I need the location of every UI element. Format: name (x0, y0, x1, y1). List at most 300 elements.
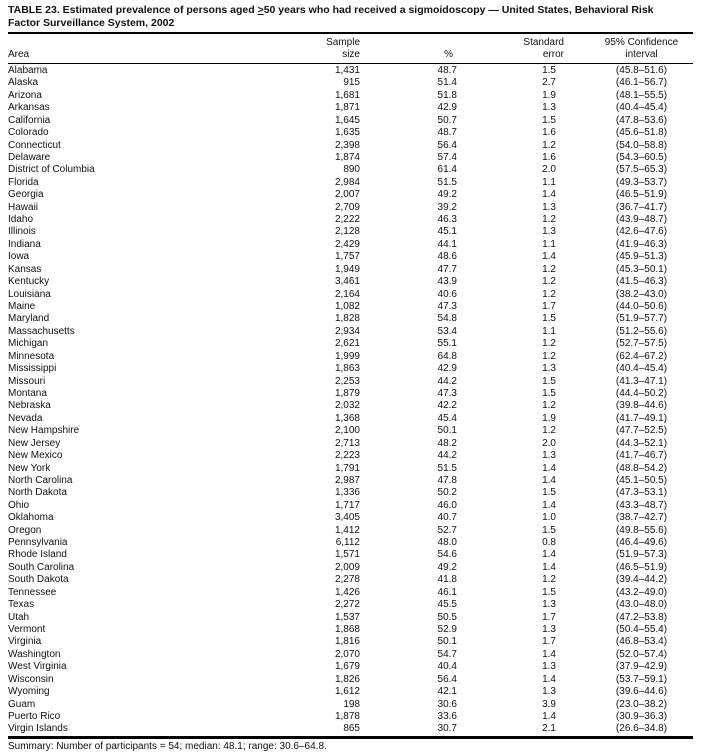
percent-cell: 30.7 (360, 723, 457, 737)
standard-error-cell: 1.4 (542, 710, 556, 722)
sample-size-cell: 890 (343, 164, 360, 176)
confidence-interval-cell: (39.4–44.2) (615, 574, 668, 586)
area-cell: Maine (8, 301, 36, 313)
percent-cell: 53.4 (437, 325, 457, 337)
table-row (8, 189, 693, 201)
column-header-ci-line1: 95% Confidence (604, 37, 679, 48)
confidence-interval-cell: (43.0–48.0) (615, 599, 668, 611)
confidence-interval-cell: (54.0–58.8) (615, 139, 668, 151)
sample-size-cell: 2,009 (334, 561, 360, 573)
table-row (8, 674, 693, 686)
area-cell: Connecticut (8, 139, 61, 151)
sample-size-cell: 2,128 (334, 226, 360, 238)
standard-error-cell: 1.2 (542, 276, 556, 288)
confidence-interval-cell: (30.9–36.3) (615, 710, 668, 722)
summary-line: Summary: Number of participants = 54; median: 48.1; range: 30.6–64.8. (8, 740, 327, 752)
standard-error-cell: 1.4 (542, 561, 556, 573)
area-cell: Iowa (8, 251, 30, 263)
percent-cell: 52.7 (437, 524, 457, 536)
percent-cell: 51.5 (437, 176, 457, 188)
standard-error-cell: 1.3 (542, 450, 556, 462)
sample-size-cell: 2,987 (334, 474, 360, 486)
sample-size-cell: 1,431 (334, 65, 360, 76)
table-row (8, 77, 693, 89)
standard-error-cell: 1.4 (542, 499, 556, 511)
standard-error-cell: 1.2 (542, 288, 556, 300)
area-cell: Texas (8, 599, 35, 611)
standard-error-cell: 1.4 (542, 251, 556, 263)
standard-error-cell: 1.9 (542, 412, 556, 424)
sample-size-cell: 1,874 (334, 151, 360, 163)
percent-cell: 55.1 (437, 338, 457, 350)
confidence-interval-cell: (51.2–55.6) (615, 325, 668, 337)
sample-size-cell: 1,878 (334, 710, 360, 722)
table-row (8, 251, 693, 263)
standard-error-cell: 1.6 (542, 151, 556, 163)
standard-error-cell: 1.2 (542, 400, 556, 412)
confidence-interval-cell: (23.0–38.2) (615, 698, 668, 710)
confidence-interval-cell: (48.8–54.2) (615, 462, 668, 474)
table-row (8, 574, 693, 586)
confidence-interval-cell: (40.4–45.4) (615, 102, 668, 114)
sample-size-cell: 1,757 (334, 251, 360, 263)
table-row (8, 587, 693, 599)
table-row (8, 164, 693, 176)
standard-error-cell: 1.4 (542, 549, 556, 561)
table-row (8, 699, 693, 711)
confidence-interval-cell: (38.7–42.7) (615, 512, 668, 524)
area-cell: Alaska (8, 77, 39, 89)
percent-cell: 49.2 (437, 189, 457, 201)
table-row (8, 624, 693, 636)
standard-error-cell: 1.5 (542, 114, 556, 126)
area-cell: Michigan (8, 338, 49, 350)
standard-error-cell: 1.2 (542, 139, 556, 151)
standard-error-cell: 1.5 (542, 313, 556, 325)
confidence-interval-cell: (53.7–59.1) (615, 673, 668, 685)
percent-cell: 46.3 (437, 214, 457, 226)
column-header-area-label: Area (8, 49, 30, 60)
table-row (8, 636, 693, 648)
confidence-interval-cell: (45.9–51.3) (615, 251, 668, 263)
area-cell: Wyoming (8, 686, 50, 698)
percent-cell: 43.9 (437, 276, 457, 288)
sample-size-cell: 1,612 (334, 686, 360, 698)
column-header-sample-line2: size (342, 49, 360, 60)
area-cell: Indiana (8, 238, 41, 250)
percent-cell: 48.2 (437, 437, 457, 449)
table-row (8, 388, 693, 400)
standard-error-cell: 1.7 (542, 611, 556, 623)
area-cell: Utah (8, 611, 30, 623)
percent-cell: 40.6 (437, 288, 457, 300)
standard-error-cell: 1.2 (542, 350, 556, 362)
percent-cell: 51.5 (437, 462, 457, 474)
sample-size-cell: 2,621 (334, 338, 360, 350)
table-row (8, 90, 693, 102)
table-row (8, 363, 693, 375)
standard-error-cell: 1.3 (542, 363, 556, 375)
area-cell: Colorado (8, 127, 49, 139)
area-cell: North Dakota (8, 487, 67, 499)
sample-size-cell: 2,398 (334, 139, 360, 151)
sample-size-cell: 1,336 (334, 487, 360, 499)
table-title-line-2: Factor Surveillance System, 2002 (8, 16, 175, 29)
sample-size-cell: 2,032 (334, 400, 360, 412)
table-row (8, 599, 693, 611)
table-row (8, 115, 693, 127)
table-row (8, 64, 693, 78)
confidence-interval-cell: (46.5–51.9) (615, 189, 668, 201)
table-row (8, 525, 693, 537)
area-cell: New Jersey (8, 437, 61, 449)
prevalence-table (8, 34, 693, 739)
area-cell: Ohio (8, 499, 30, 511)
sample-size-cell: 2,100 (334, 425, 360, 437)
percent-cell: 45.4 (437, 412, 457, 424)
percent-cell: 64.8 (437, 350, 457, 362)
sample-size-cell: 1,816 (334, 636, 360, 648)
title-text-before-geq: TABLE 23. Estimated prevalence of persons aged (8, 4, 258, 16)
area-cell: Vermont (8, 623, 46, 635)
table-row (8, 438, 693, 450)
confidence-interval-cell: (49.8–55.6) (615, 524, 668, 536)
sample-size-cell: 1,681 (334, 89, 360, 101)
sample-size-cell: 6,112 (335, 537, 360, 549)
percent-cell: 39.2 (437, 201, 457, 213)
percent-cell: 54.7 (437, 648, 457, 660)
percent-cell: 42.9 (437, 363, 457, 375)
confidence-interval-cell: (52.0–57.4) (615, 648, 668, 660)
column-header-sample-size (320, 34, 360, 64)
confidence-interval-cell: (47.8–53.6) (615, 114, 668, 126)
table-row (8, 289, 693, 301)
confidence-interval-cell: (48.1–55.5) (615, 89, 668, 101)
sample-size-cell: 915 (343, 77, 360, 89)
area-cell: North Carolina (8, 474, 73, 486)
percent-cell: 56.4 (437, 673, 457, 685)
area-cell: Maryland (8, 313, 50, 325)
standard-error-cell: 0.8 (542, 537, 556, 549)
table-row (8, 686, 693, 698)
area-cell: Nebraska (8, 400, 51, 412)
percent-cell: 45.5 (437, 599, 457, 611)
confidence-interval-cell: (57.5–65.3) (615, 164, 668, 176)
standard-error-cell: 1.9 (542, 89, 556, 101)
percent-cell: 50.1 (437, 425, 457, 437)
standard-error-cell: 1.2 (542, 338, 556, 350)
table-row (8, 239, 693, 251)
table-row (8, 463, 693, 475)
standard-error-cell: 1.1 (542, 325, 556, 337)
column-header-ci-line2: interval (625, 49, 658, 60)
table-title-line-1 (8, 4, 693, 17)
area-cell: Arkansas (8, 102, 50, 114)
column-header-area (8, 34, 320, 64)
percent-cell: 51.8 (437, 89, 457, 101)
table-row (8, 264, 693, 276)
percent-cell: 47.7 (437, 263, 457, 275)
percent-cell: 44.2 (437, 375, 457, 387)
standard-error-cell: 1.0 (542, 512, 556, 524)
table-row (8, 226, 693, 238)
table-row (8, 301, 693, 313)
confidence-interval-cell: (47.7–52.5) (615, 425, 668, 437)
area-cell: Virginia (8, 636, 42, 648)
standard-error-cell: 2.1 (457, 723, 556, 737)
confidence-interval-cell: (39.6–44.6) (615, 686, 668, 698)
sample-size-cell: 1,863 (334, 363, 360, 375)
percent-cell: 42.9 (437, 102, 457, 114)
table-row (8, 450, 693, 462)
area-cell: Virgin Islands (8, 723, 320, 737)
standard-error-cell: 2.0 (542, 437, 556, 449)
column-header-percent-label: % (444, 49, 453, 60)
standard-error-cell: 1.4 (542, 189, 556, 201)
standard-error-cell: 1.3 (542, 686, 556, 698)
confidence-interval-cell: (43.3–48.7) (615, 499, 668, 511)
sample-size-cell: 2,278 (334, 574, 360, 586)
standard-error-cell: 1.1 (542, 238, 556, 250)
percent-cell: 44.2 (437, 450, 457, 462)
table-row (8, 326, 693, 338)
percent-cell: 46.0 (437, 499, 457, 511)
confidence-interval-cell: (42.6–47.6) (615, 226, 668, 238)
table-row (8, 475, 693, 487)
percent-cell: 51.4 (437, 77, 457, 89)
standard-error-cell: 1.3 (542, 201, 556, 213)
area-cell: Mississippi (8, 363, 57, 375)
standard-error-cell: 1.2 (542, 574, 556, 586)
confidence-interval-cell: (44.0–50.6) (615, 301, 668, 313)
sample-size-cell: 1,871 (334, 102, 360, 114)
confidence-interval-cell: (47.2–53.8) (615, 611, 668, 623)
area-cell: Alabama (8, 65, 48, 76)
sample-size-cell: 2,007 (334, 189, 360, 201)
confidence-interval-cell: (46.4–49.6) (615, 537, 668, 549)
table-body (8, 64, 693, 738)
table-row (8, 487, 693, 499)
column-header-stderr-line1: Standard (523, 37, 564, 48)
standard-error-cell: 1.7 (542, 301, 556, 313)
standard-error-cell: 1.5 (542, 487, 556, 499)
sample-size-cell: 2,984 (334, 176, 360, 188)
percent-cell: 46.1 (437, 586, 457, 598)
column-header-percent (360, 34, 457, 64)
standard-error-cell: 1.4 (542, 474, 556, 486)
area-cell: Washington (8, 648, 61, 660)
table-row (8, 512, 693, 524)
table-row (8, 351, 693, 363)
table-row (8, 276, 693, 288)
confidence-interval-cell: (45.6–51.8) (615, 127, 668, 139)
confidence-interval-cell: (52.7–57.5) (615, 338, 668, 350)
area-cell: Oklahoma (8, 512, 54, 524)
area-cell: Idaho (8, 214, 34, 226)
percent-cell: 52.9 (437, 623, 457, 635)
confidence-interval-cell: (50.4–55.4) (615, 623, 668, 635)
sample-size-cell: 1,999 (334, 350, 360, 362)
percent-cell: 44.1 (437, 238, 457, 250)
sample-size-cell: 198 (343, 698, 360, 710)
sample-size-cell: 1,879 (334, 387, 360, 399)
percent-cell: 49.2 (437, 561, 457, 573)
table-row (8, 661, 693, 673)
confidence-interval-cell: (51.9–57.7) (615, 313, 668, 325)
confidence-interval-cell: (49.3–53.7) (615, 176, 668, 188)
percent-cell: 50.1 (437, 636, 457, 648)
area-cell: Rhode Island (8, 549, 67, 561)
area-cell: New Hampshire (8, 425, 80, 437)
table-row (8, 127, 693, 139)
confidence-interval-cell: (45.3–50.1) (615, 263, 668, 275)
sample-size-cell: 3,461 (334, 276, 360, 288)
confidence-interval-cell: (44.4–50.2) (615, 387, 668, 399)
confidence-interval-cell: (43.2–49.0) (615, 586, 668, 598)
title-text-after-geq: 50 years who had received a sigmoidoscopy — United States, Behavioral Risk (263, 4, 654, 16)
standard-error-cell: 1.2 (542, 263, 556, 275)
column-header-sample-line1: Sample (326, 37, 360, 48)
table-row (8, 500, 693, 512)
percent-cell: 61.4 (437, 164, 457, 176)
column-header-stderr-line2: error (542, 49, 564, 60)
standard-error-cell: 1.3 (542, 102, 556, 114)
percent-cell: 33.6 (437, 710, 457, 722)
percent-cell: 30.6 (437, 698, 457, 710)
area-cell: Pennsylvania (8, 537, 68, 549)
table-row (8, 537, 693, 549)
confidence-interval-cell: (39.8–44.6) (615, 400, 668, 412)
sample-size-cell: 1,412 (334, 524, 360, 536)
area-cell: Illinois (8, 226, 36, 238)
area-cell: Massachusetts (8, 325, 75, 337)
sample-size-cell: 1,826 (334, 673, 360, 685)
column-header-confidence-interval (556, 34, 693, 64)
sample-size-cell: 1,368 (334, 412, 360, 424)
area-cell: South Carolina (8, 561, 75, 573)
table-row (8, 549, 693, 561)
table-row (8, 338, 693, 350)
percent-cell: 47.3 (437, 387, 457, 399)
confidence-interval-cell: (26.6–34.8) (556, 723, 693, 737)
area-cell: Missouri (8, 375, 46, 387)
area-cell: Kentucky (8, 276, 50, 288)
standard-error-cell: 1.3 (542, 661, 556, 673)
percent-cell: 41.8 (437, 574, 457, 586)
table-row (8, 649, 693, 661)
sample-size-cell: 2,429 (334, 238, 360, 250)
sample-size-cell: 1,082 (334, 301, 360, 313)
sample-size-cell: 2,272 (334, 599, 360, 611)
area-cell: Wisconsin (8, 673, 54, 685)
percent-cell: 48.7 (437, 127, 457, 139)
confidence-interval-cell: (37.9–42.9) (615, 661, 668, 673)
confidence-interval-cell: (41.7–46.7) (615, 450, 668, 462)
area-cell: District of Columbia (8, 164, 95, 176)
standard-error-cell: 1.1 (542, 176, 556, 188)
area-cell: Delaware (8, 151, 51, 163)
table-row (8, 612, 693, 624)
area-cell: Tennessee (8, 586, 57, 598)
sample-size-cell: 1,868 (334, 623, 360, 635)
area-cell: California (8, 114, 51, 126)
area-cell: Louisiana (8, 288, 51, 300)
table-row (8, 202, 693, 214)
area-cell: Hawaii (8, 201, 39, 213)
standard-error-cell: 2.0 (542, 164, 556, 176)
percent-cell: 40.7 (437, 512, 457, 524)
area-cell: Montana (8, 387, 47, 399)
area-cell: Georgia (8, 189, 44, 201)
confidence-interval-cell: (46.5–51.9) (615, 561, 668, 573)
sample-size-cell: 865 (320, 723, 360, 737)
percent-cell: 40.4 (437, 661, 457, 673)
percent-cell: 47.3 (437, 301, 457, 313)
confidence-interval-cell: (46.1–56.7) (615, 77, 668, 89)
sample-size-cell: 2,164 (334, 288, 360, 300)
standard-error-cell: 1.6 (542, 127, 556, 139)
confidence-interval-cell: (47.3–53.1) (615, 487, 668, 499)
confidence-interval-cell: (41.5–46.3) (615, 276, 668, 288)
area-cell: Kansas (8, 263, 42, 275)
sample-size-cell: 1,791 (334, 462, 360, 474)
confidence-interval-cell: (41.7–49.1) (615, 412, 668, 424)
confidence-interval-cell: (46.8–53.4) (615, 636, 668, 648)
standard-error-cell: 1.5 (542, 387, 556, 399)
standard-error-cell: 1.7 (542, 636, 556, 648)
area-cell: Florida (8, 176, 39, 188)
area-cell: Guam (8, 698, 36, 710)
confidence-interval-cell: (40.4–45.4) (615, 363, 668, 375)
table-row (8, 152, 693, 164)
area-cell: Nevada (8, 412, 43, 424)
sample-size-cell: 1,571 (334, 549, 360, 561)
standard-error-cell: 1.3 (542, 623, 556, 635)
sample-size-cell: 2,934 (334, 325, 360, 337)
table-row (8, 102, 693, 114)
table-header (8, 34, 693, 64)
table-row (8, 313, 693, 325)
greater-equal-symbol: > (257, 4, 264, 16)
percent-cell: 45.1 (437, 226, 457, 238)
percent-cell: 50.7 (437, 114, 457, 126)
standard-error-cell: 1.3 (542, 226, 556, 238)
confidence-interval-cell: (62.4–67.2) (615, 350, 668, 362)
standard-error-cell: 3.9 (542, 698, 556, 710)
table-row (8, 400, 693, 412)
table-row (8, 425, 693, 437)
confidence-interval-cell: (41.9–46.3) (615, 238, 668, 250)
table-header-row (8, 34, 693, 64)
sample-size-cell: 2,713 (334, 437, 360, 449)
percent-cell: 42.2 (437, 400, 457, 412)
area-cell: Puerto Rico (8, 710, 61, 722)
confidence-interval-cell: (54.3–60.5) (615, 151, 668, 163)
standard-error-cell: 1.3 (542, 599, 556, 611)
table-row (8, 562, 693, 574)
confidence-interval-cell: (51.9–57.3) (615, 549, 668, 561)
confidence-interval-cell: (45.8–51.6) (615, 65, 668, 76)
area-cell: New Mexico (8, 450, 63, 462)
standard-error-cell: 2.7 (542, 77, 556, 89)
sample-size-cell: 1,717 (334, 499, 360, 511)
table-row (8, 413, 693, 425)
standard-error-cell: 1.4 (542, 462, 556, 474)
standard-error-cell: 1.5 (542, 65, 556, 76)
percent-cell: 54.6 (437, 549, 457, 561)
sample-size-cell: 1,635 (334, 127, 360, 139)
standard-error-cell: 1.2 (542, 425, 556, 437)
